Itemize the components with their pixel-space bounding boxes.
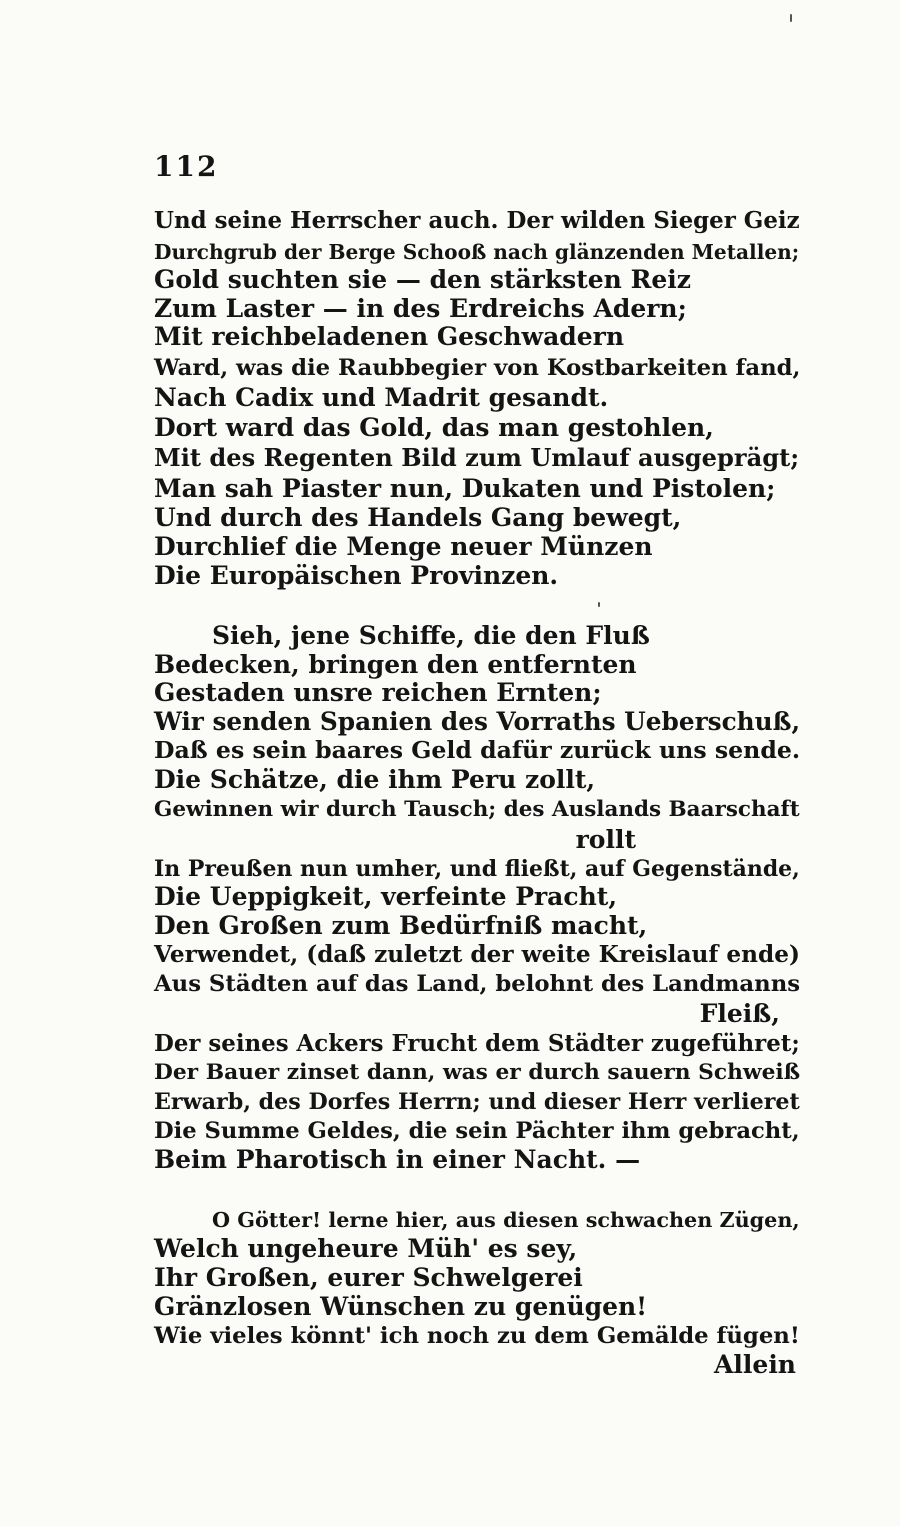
verse-line: Ward, was die Raubbegier von Kostbarkeiten fand, — [154, 355, 801, 381]
verse-line: Die Ueppigkeit, verfeinte Pracht, — [154, 882, 618, 911]
verse-line: O Götter! lerne hier, aus diesen schwachen Zügen, — [212, 1208, 800, 1232]
verse-line: Gränzlosen Wünschen zu genügen! — [154, 1292, 648, 1321]
verse-line: Sieh, jene Schiffe, die den Fluß — [212, 621, 650, 650]
page-speck — [598, 602, 600, 607]
verse-line: Den Großen zum Bedürfniß macht, — [154, 911, 648, 940]
verse-line: Nach Cadix und Madrit gesandt. — [154, 383, 609, 412]
verse-line: Bedecken, bringen den entfernten — [154, 650, 637, 679]
verse-line: Beim Pharotisch in einer Nacht. — — [154, 1145, 641, 1174]
verse-line: Durchlief die Menge neuer Münzen — [154, 532, 653, 561]
verse-line: Mit reichbeladenen Geschwadern — [154, 322, 625, 351]
verse-line: Mit des Regenten Bild zum Umlauf ausgeprägt; — [154, 443, 800, 472]
verse-line: Gewinnen wir durch Tausch; des Auslands Baarschaft — [154, 797, 800, 822]
catchword: Allein — [714, 1350, 796, 1379]
verse-line: Zum Laster — in des Erdreichs Adern; — [154, 294, 687, 323]
verse-line: Der Bauer zinset dann, was er durch sauern Schweiß — [154, 1060, 801, 1085]
verse-line: Aus Städten auf das Land, belohnt des Landmanns — [154, 971, 801, 997]
verse-line: Erwarb, des Dorfes Herrn; und dieser Herr verlieret — [154, 1089, 800, 1115]
verse-line: Daß es sein baares Geld dafür zurück uns sende. — [154, 736, 801, 764]
verse-line: Verwendet, (daß zuletzt der weite Kreislauf ende) — [154, 941, 800, 968]
verse-line: Die Europäischen Provinzen. — [154, 561, 559, 590]
verse-line-continuation: Fleiß, — [699, 999, 780, 1028]
verse-line: Die Schätze, die ihm Peru zollt, — [154, 765, 596, 794]
verse-line: In Preußen nun umher, und fließt, auf Gegenstände, — [154, 856, 800, 882]
verse-line: Die Summe Geldes, die sein Pächter ihm gebracht, — [154, 1118, 800, 1144]
verse-line: Der seines Ackers Frucht dem Städter zugeführet; — [154, 1031, 800, 1057]
verse-line: Man sah Piaster nun, Dukaten und Pistolen; — [154, 474, 776, 503]
verse-line: Dort ward das Gold, das man gestohlen, — [154, 413, 714, 442]
verse-line: Und seine Herrscher auch. Der wilden Sieger Geiz — [154, 207, 800, 234]
verse-line: Welch ungeheure Müh' es sey, — [154, 1234, 578, 1263]
verse-line: Gestaden unsre reichen Ernten; — [154, 678, 602, 707]
verse-line: Ihr Großen, eurer Schwelgerei — [154, 1263, 583, 1292]
page-number: 112 — [154, 150, 219, 183]
verse-line-continuation: rollt — [575, 825, 636, 854]
verse-line: Und durch des Handels Gang bewegt, — [154, 503, 682, 532]
verse-line: Durchgrub der Berge Schooß nach glänzenden Metallen; — [154, 240, 800, 264]
verse-line: Gold suchten sie — den stärksten Reiz — [154, 265, 691, 294]
verse-line: Wir senden Spanien des Vorraths Ueberschuß, — [154, 707, 801, 736]
verse-line: Wie vieles könnt' ich noch zu dem Gemälde fügen! — [154, 1323, 800, 1349]
page-speck — [790, 14, 792, 22]
